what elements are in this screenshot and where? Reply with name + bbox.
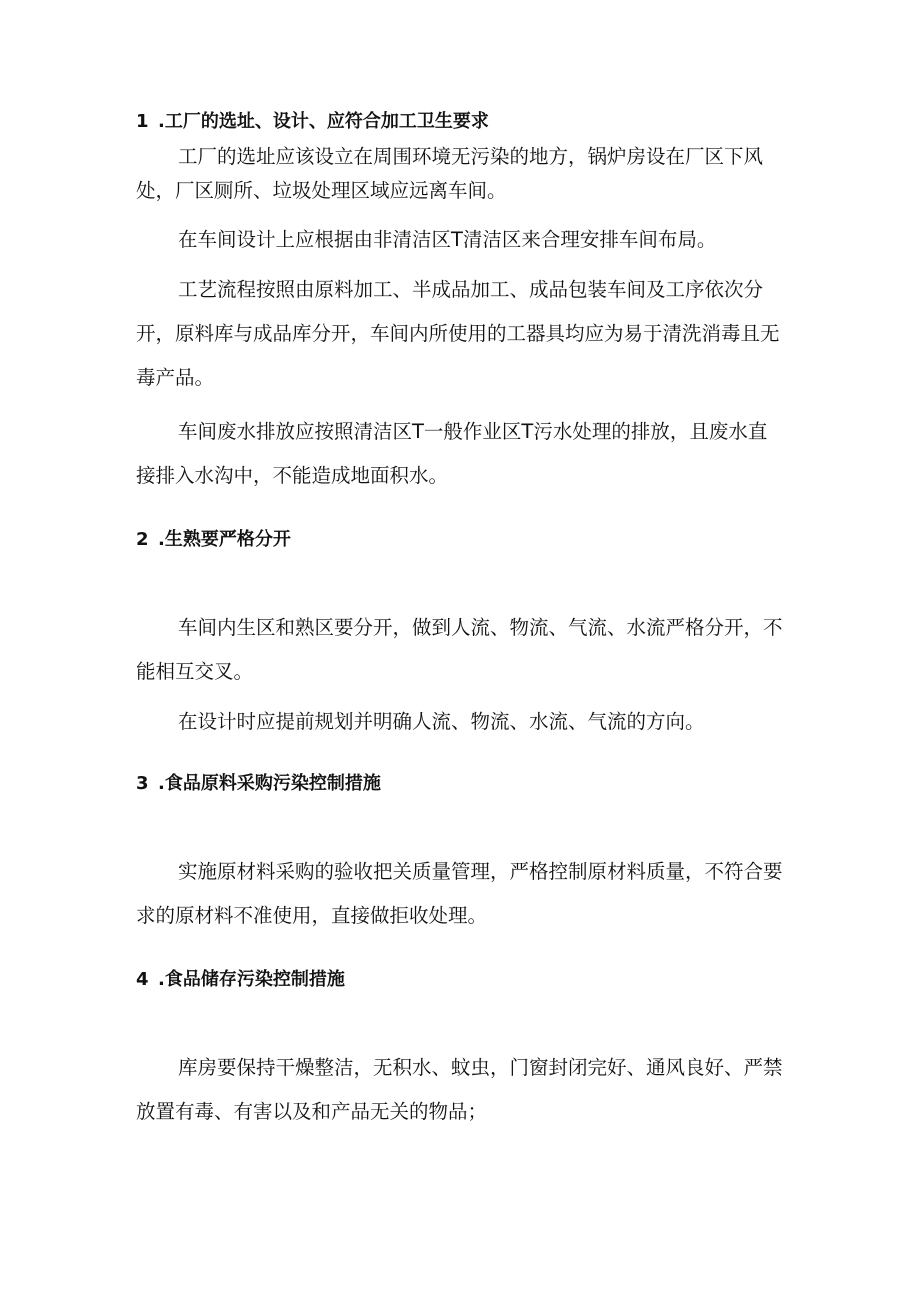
- paragraph: 车间内生区和熟区要分开，做到人流、物流、气流、水流严格分开，不能相互交叉。: [136, 616, 783, 683]
- section-heading-4: [136, 966, 786, 994]
- section-title: .食品储存污染控制措施: [158, 969, 345, 990]
- paragraph: 工艺流程按照由原料加工、半成品加工、成品包装车间及工序依次分开，原料库与成品库分开，车间内所使用的工器具均应为易于清洗消毒且无毒产品。: [136, 278, 780, 389]
- section-title: .食品原料采购污染控制措施: [158, 773, 381, 794]
- section-title: .生熟要严格分开: [158, 529, 291, 550]
- paragraph: 在设计时应提前规划并明确人流、物流、水流、气流的方向。: [178, 710, 705, 733]
- section-number: 3: [136, 773, 149, 794]
- section-title: .工厂的选址、设计、应符合加工卫生要求: [158, 111, 489, 132]
- paragraph: 工厂的选址应该设立在周围环境无污染的地方，锅炉房设在厂区下风处，厂区厕所、垃圾处理区域应远离车间。: [136, 145, 764, 202]
- paragraph: 实施原材料采购的验收把关质量管理，严格控制原材料质量，不符合要求的原材料不准使用，直接做拒收处理。: [136, 860, 783, 927]
- section-heading-3: [136, 770, 786, 798]
- section-number: 2: [136, 529, 149, 550]
- section-number: 1: [136, 111, 149, 132]
- section-heading-2: [136, 526, 786, 554]
- paragraph: 库房要保持干燥整洁，无积水、蚊虫，门窗封闭完好、通风良好、严禁放置有毒、有害以及和产品无关的物品；: [136, 1056, 783, 1123]
- section-heading-1: [136, 108, 786, 136]
- paragraph: 在车间设计上应根据由非清洁区T清洁区来合理安排车间布局。: [178, 228, 717, 251]
- paragraph: 车间废水排放应按照清洁区T一般作业区T污水处理的排放，且废水直接排入水沟中，不能造成地面积水。: [136, 420, 768, 487]
- section-number: 4: [136, 969, 149, 990]
